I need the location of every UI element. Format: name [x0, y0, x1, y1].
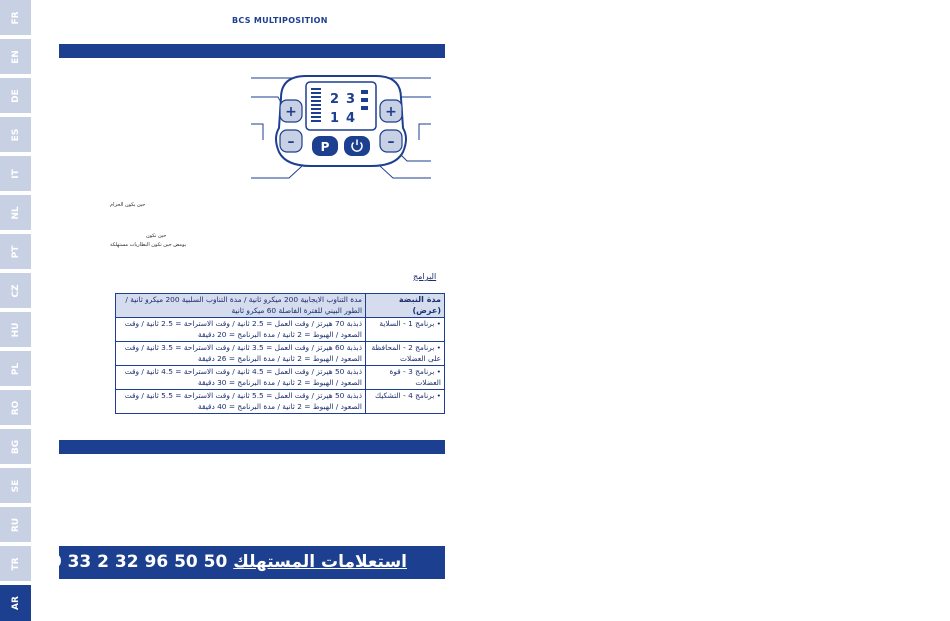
- program-name-cell: • برنامج 3 - قوة العضلات: [366, 366, 445, 390]
- consumer-phone[interactable]: 00 33 2 32 96 50 50: [38, 552, 228, 572]
- note-when: حين تكون: [146, 233, 167, 239]
- program-name-cell: مدة النبضة (عرض): [366, 294, 445, 318]
- lang-tab-label: DE: [10, 88, 21, 103]
- lang-tab-it[interactable]: [0, 156, 31, 191]
- lang-tab-ru[interactable]: [0, 507, 31, 542]
- consumer-info-label: استعلامات المستهلك: [233, 552, 407, 572]
- minus-icon: –: [387, 134, 395, 150]
- language-sidebar: [0, 0, 31, 621]
- lang-tab-label: SE: [10, 479, 21, 492]
- program-button-label: P: [320, 140, 330, 154]
- table-row: [116, 366, 445, 390]
- power-button[interactable]: [344, 136, 370, 156]
- lang-tab-cz[interactable]: [0, 273, 31, 308]
- display-number-4: 4: [346, 111, 356, 126]
- lang-tab-ro[interactable]: [0, 390, 31, 425]
- programs-table: [115, 293, 445, 414]
- lang-tab-label: RO: [10, 400, 21, 415]
- lang-tab-label: CZ: [10, 283, 21, 298]
- plus-icon: +: [385, 104, 397, 120]
- lang-tab-label: IT: [10, 168, 21, 179]
- programs-title: البرامج: [413, 272, 437, 281]
- program-desc-cell: ذبذبة 70 هيرتز / وقت العمل = 2.5 ثانية / وقت الاستراحة = 2.5 ثانية / وقت الصعود / الهبوط = 2 ثانية / مدة البرنامج = 20 دقيقة: [116, 318, 366, 342]
- lang-tab-tr[interactable]: [0, 546, 31, 581]
- lang-tab-es[interactable]: [0, 117, 31, 152]
- lang-tab-ar[interactable]: [0, 585, 31, 621]
- lang-tab-label: ES: [10, 128, 21, 141]
- section-bar-bottom: [59, 440, 445, 454]
- minus-icon: –: [287, 134, 295, 150]
- note-battery: يومض حين تكون البطاريات مستهلكة: [110, 242, 187, 248]
- program-desc-cell: ذبذبة 50 هيرتز / وقت العمل = 4.5 ثانية / وقت الاستراحة = 4.5 ثانية / وقت الصعود / الهبوط = 2 ثانية / مدة البرنامج = 30 دقيقة: [116, 366, 366, 390]
- lang-tab-hu[interactable]: [0, 312, 31, 347]
- display-number-2: 2: [330, 92, 340, 107]
- lang-tab-label: FR: [10, 10, 21, 25]
- lang-tab-label: BG: [10, 439, 21, 454]
- table-row: [116, 294, 445, 318]
- plus-icon: +: [285, 104, 297, 120]
- lang-tab-nl[interactable]: [0, 195, 31, 230]
- lang-tab-pl[interactable]: [0, 351, 31, 386]
- program-name-cell: • برنامج 4 - التشكيك: [366, 390, 445, 414]
- program-desc-cell: مدة التناوب الايجابية 200 ميكرو ثانية / مدة التناوب السلبية 200 ميكرو ثانية / الطور البيني للفترة الفاصلة 60 ميكرو ثانية: [116, 294, 366, 318]
- program-name-cell: • برنامج 2 - المحافظة على العضلات: [366, 342, 445, 366]
- lang-tab-label: AR: [10, 596, 21, 610]
- consumer-info-banner: [38, 546, 445, 579]
- lang-tab-label: RU: [10, 517, 21, 532]
- brand-logo: BCS MULTIPOSITION: [232, 16, 328, 25]
- program-desc-cell: ذبذبة 50 هيرتز / وقت العمل = 5.5 ثانية / وقت الاستراحة = 5.5 ثانية / وقت الصعود / الهبوط = 2 ثانية / مدة البرنامج = 40 دقيقة: [116, 390, 366, 414]
- device-illustration: [251, 68, 431, 183]
- table-row: [116, 318, 445, 342]
- lang-tab-label: HU: [10, 322, 21, 337]
- lang-tab-en[interactable]: [0, 39, 31, 74]
- lang-tab-label: EN: [10, 49, 21, 64]
- lang-tab-de[interactable]: [0, 78, 31, 113]
- lang-tab-se[interactable]: [0, 468, 31, 503]
- lang-tab-fr[interactable]: [0, 0, 31, 35]
- display-number-1: 1: [330, 111, 340, 126]
- device-diagram: [251, 68, 431, 183]
- table-row: [116, 390, 445, 414]
- program-desc-cell: ذبذبة 60 هيرتز / وقت العمل = 3.5 ثانية / وقت الاستراحة = 3.5 ثانية / وقت الصعود / الهبوط = 2 ثانية / مدة البرنامج = 26 دقيقة: [116, 342, 366, 366]
- consumer-info-text: [38, 552, 407, 572]
- table-row: [116, 342, 445, 366]
- lang-tab-bg[interactable]: [0, 429, 31, 464]
- program-name-cell: • برنامج 1 - السلاية: [366, 318, 445, 342]
- lang-tab-label: PL: [10, 362, 21, 375]
- lang-tab-pt[interactable]: [0, 234, 31, 269]
- display-number-3: 3: [346, 92, 356, 107]
- note-belt: حين يكون الحزام: [110, 202, 146, 208]
- lang-tab-label: TR: [10, 556, 21, 571]
- lang-tab-label: NL: [10, 205, 21, 220]
- section-bar-top: [59, 44, 445, 58]
- lang-tab-label: PT: [10, 245, 21, 258]
